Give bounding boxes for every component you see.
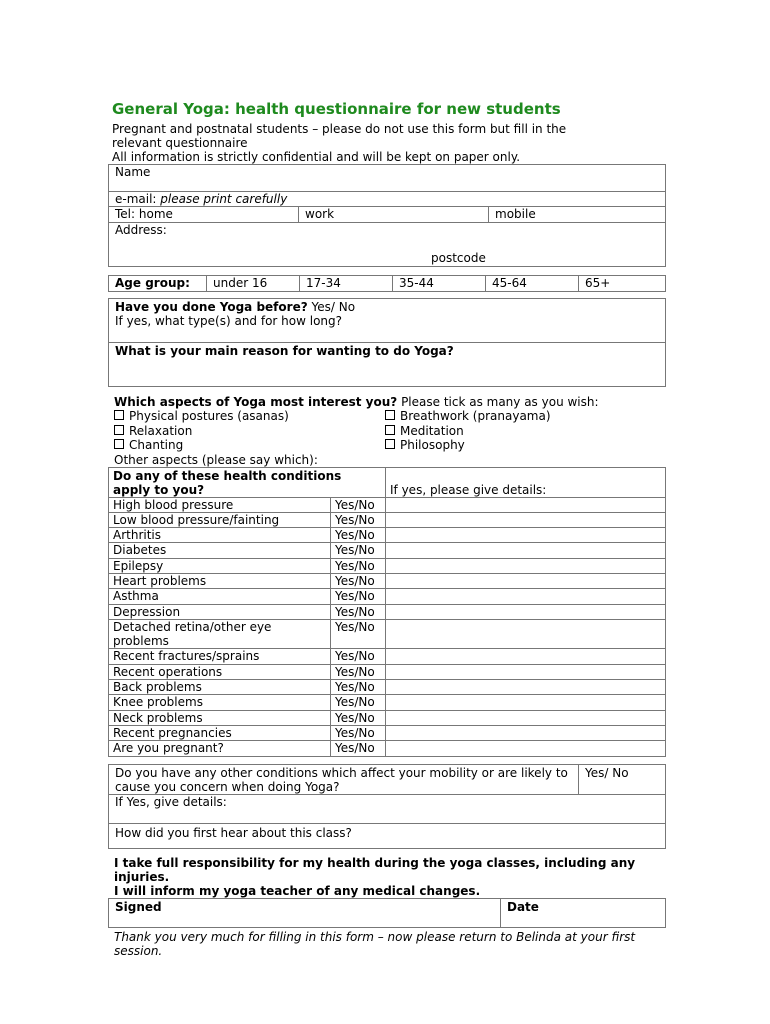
condition-answer[interactable]: Yes/No <box>331 649 386 664</box>
conditions-header: Do any of these health conditions apply to you? <box>109 467 386 497</box>
yoga-before-label: Have you done Yoga before? <box>115 300 308 314</box>
intro-note: Pregnant and postnatal students – please do not use this form but fill in the relevant questionnaire <box>112 122 567 150</box>
condition-details[interactable] <box>386 589 666 604</box>
checkbox-icon[interactable] <box>385 439 395 449</box>
tel-work-field[interactable] <box>298 207 488 222</box>
tel-mobile-field[interactable] <box>488 207 665 222</box>
date-field[interactable] <box>500 899 665 927</box>
page-title: General Yoga: health questionnaire for new students <box>112 100 561 118</box>
other-aspects-label: Other aspects (please say which): <box>114 452 318 467</box>
name-field[interactable] <box>109 165 665 191</box>
aspect-checkbox-relaxation[interactable] <box>114 424 385 439</box>
email-note: please print carefully <box>160 192 288 206</box>
age-option[interactable]: 35-44 <box>392 276 485 291</box>
signed-field[interactable] <box>109 899 500 927</box>
date-label: Date <box>507 899 539 914</box>
aspects-section <box>114 395 666 467</box>
table-row <box>109 649 666 664</box>
reason-field[interactable] <box>109 342 665 386</box>
table-row <box>109 604 666 619</box>
postcode-label: postcode <box>431 251 486 265</box>
aspect-label: Physical postures (asanas) <box>129 409 289 423</box>
age-option[interactable]: 65+ <box>578 276 665 291</box>
condition-label: Detached retina/other eye problems <box>109 619 331 649</box>
checkbox-icon[interactable] <box>114 410 124 420</box>
condition-answer[interactable]: Yes/No <box>331 589 386 604</box>
table-row <box>109 512 666 527</box>
table-row <box>109 664 666 679</box>
aspect-label: Relaxation <box>129 423 193 438</box>
other-details-label: If Yes, give details: <box>115 794 227 809</box>
age-group-label: Age group: <box>115 276 190 290</box>
aspect-checkbox-breathwork[interactable] <box>385 409 551 424</box>
questionnaire-page <box>108 100 666 958</box>
condition-details[interactable] <box>386 664 666 679</box>
aspect-checkbox-chanting[interactable] <box>114 438 385 453</box>
declaration <box>114 856 666 898</box>
age-option[interactable]: 45-64 <box>485 276 578 291</box>
aspect-checkbox-philosophy[interactable] <box>385 438 551 453</box>
condition-answer[interactable]: Yes/No <box>331 725 386 740</box>
tel-home-label: Tel: home <box>115 207 173 221</box>
condition-details[interactable] <box>386 543 666 558</box>
condition-answer[interactable]: Yes/No <box>331 543 386 558</box>
condition-details[interactable] <box>386 528 666 543</box>
hear-label: How did you first hear about this class? <box>115 825 352 840</box>
experience-box <box>108 298 666 387</box>
table-row <box>109 528 666 543</box>
condition-answer[interactable]: Yes/No <box>331 558 386 573</box>
hear-field[interactable] <box>109 823 665 848</box>
table-row <box>109 695 666 710</box>
signature-row <box>108 898 666 928</box>
condition-answer[interactable]: Yes/No <box>331 619 386 649</box>
other-conditions-question: Do you have any other conditions which affect your mobility or are likely to cause you concern when doing Yoga? <box>115 765 568 794</box>
checkbox-icon[interactable] <box>385 425 395 435</box>
condition-label: Arthritis <box>109 528 331 543</box>
declaration-line-1: I take full responsibility for my health during the yoga classes, including any injuries. <box>114 855 636 884</box>
table-row <box>109 710 666 725</box>
condition-answer[interactable]: Yes/No <box>331 695 386 710</box>
condition-details[interactable] <box>386 695 666 710</box>
condition-label: Recent pregnancies <box>109 725 331 740</box>
condition-label: Knee problems <box>109 695 331 710</box>
condition-details[interactable] <box>386 604 666 619</box>
table-row <box>109 619 666 649</box>
age-option[interactable]: under 16 <box>206 276 299 291</box>
condition-answer[interactable]: Yes/No <box>331 528 386 543</box>
condition-answer[interactable]: Yes/No <box>331 512 386 527</box>
yoga-type-field[interactable] <box>109 314 665 342</box>
condition-label: Depression <box>109 604 331 619</box>
condition-details[interactable] <box>386 573 666 588</box>
condition-label: High blood pressure <box>109 497 331 512</box>
other-details-field[interactable] <box>109 794 665 823</box>
details-header: If yes, please give details: <box>386 467 666 497</box>
condition-label: Asthma <box>109 589 331 604</box>
aspects-instruction: Please tick as many as you wish: <box>401 395 599 409</box>
condition-label: Recent operations <box>109 664 331 679</box>
name-label: Name <box>115 165 151 179</box>
tel-mobile-label: mobile <box>495 207 536 221</box>
yoga-type-label: If yes, what type(s) and for how long? <box>115 314 343 328</box>
reason-label: What is your main reason for wanting to do Yoga? <box>115 344 454 358</box>
condition-details[interactable] <box>386 558 666 573</box>
aspect-label: Chanting <box>129 438 184 452</box>
condition-label: Are you pregnant? <box>109 741 331 756</box>
condition-answer[interactable]: Yes/No <box>331 664 386 679</box>
aspect-checkbox-meditation[interactable] <box>385 424 551 439</box>
signed-label: Signed <box>115 899 162 914</box>
condition-answer[interactable]: Yes/No <box>331 741 386 756</box>
declaration-line-2: I will inform my yoga teacher of any medical changes. <box>114 883 481 898</box>
yoga-before-answer[interactable]: Yes/ No <box>311 300 356 314</box>
condition-label: Recent fractures/sprains <box>109 649 331 664</box>
condition-details[interactable] <box>386 619 666 649</box>
condition-details[interactable] <box>386 710 666 725</box>
condition-label: Diabetes <box>109 543 331 558</box>
age-group-row <box>108 275 666 292</box>
condition-details[interactable] <box>386 497 666 512</box>
checkbox-icon[interactable] <box>114 425 124 435</box>
condition-answer[interactable]: Yes/No <box>331 604 386 619</box>
address-field[interactable] <box>109 222 665 266</box>
condition-label: Neck problems <box>109 710 331 725</box>
aspect-label: Meditation <box>400 423 464 438</box>
condition-label: Heart problems <box>109 573 331 588</box>
condition-details[interactable] <box>386 512 666 527</box>
condition-label: Epilepsy <box>109 558 331 573</box>
email-label: e-mail: <box>115 192 157 206</box>
age-option[interactable]: 17-34 <box>299 276 392 291</box>
table-row <box>109 725 666 740</box>
table-row <box>109 543 666 558</box>
table-row <box>109 497 666 512</box>
condition-details[interactable] <box>386 680 666 695</box>
address-label: Address: <box>115 223 167 237</box>
condition-label: Low blood pressure/fainting <box>109 512 331 527</box>
table-row <box>109 741 666 756</box>
other-conditions-answer[interactable]: Yes/ No <box>578 765 665 794</box>
condition-label: Back problems <box>109 680 331 695</box>
aspect-label: Philosophy <box>400 438 465 452</box>
confidential-note: All information is strictly confidential and will be kept on paper only. <box>112 150 521 164</box>
yoga-before-question <box>109 299 665 314</box>
condition-answer[interactable]: Yes/No <box>331 497 386 512</box>
condition-answer[interactable]: Yes/No <box>331 573 386 588</box>
condition-answer[interactable]: Yes/No <box>331 680 386 695</box>
table-row <box>109 680 666 695</box>
conditions-table <box>108 467 666 757</box>
checkbox-icon[interactable] <box>114 439 124 449</box>
tel-work-label: work <box>305 207 335 221</box>
condition-details[interactable] <box>386 741 666 756</box>
aspect-checkbox-postures[interactable] <box>114 409 385 424</box>
email-field[interactable] <box>109 191 665 206</box>
other-conditions-box <box>108 764 666 849</box>
table-row <box>109 573 666 588</box>
checkbox-icon[interactable] <box>385 410 395 420</box>
condition-answer[interactable]: Yes/No <box>331 710 386 725</box>
aspects-question: Which aspects of Yoga most interest you? <box>114 395 398 409</box>
tel-home-field[interactable] <box>109 207 298 222</box>
condition-details[interactable] <box>386 649 666 664</box>
contact-box <box>108 164 666 267</box>
footer-note: Thank you very much for filling in this form – now please return to Belinda at your first session. <box>114 929 636 958</box>
table-row <box>109 589 666 604</box>
aspect-label: Breathwork (pranayama) <box>400 409 551 423</box>
condition-details[interactable] <box>386 725 666 740</box>
table-row <box>109 558 666 573</box>
